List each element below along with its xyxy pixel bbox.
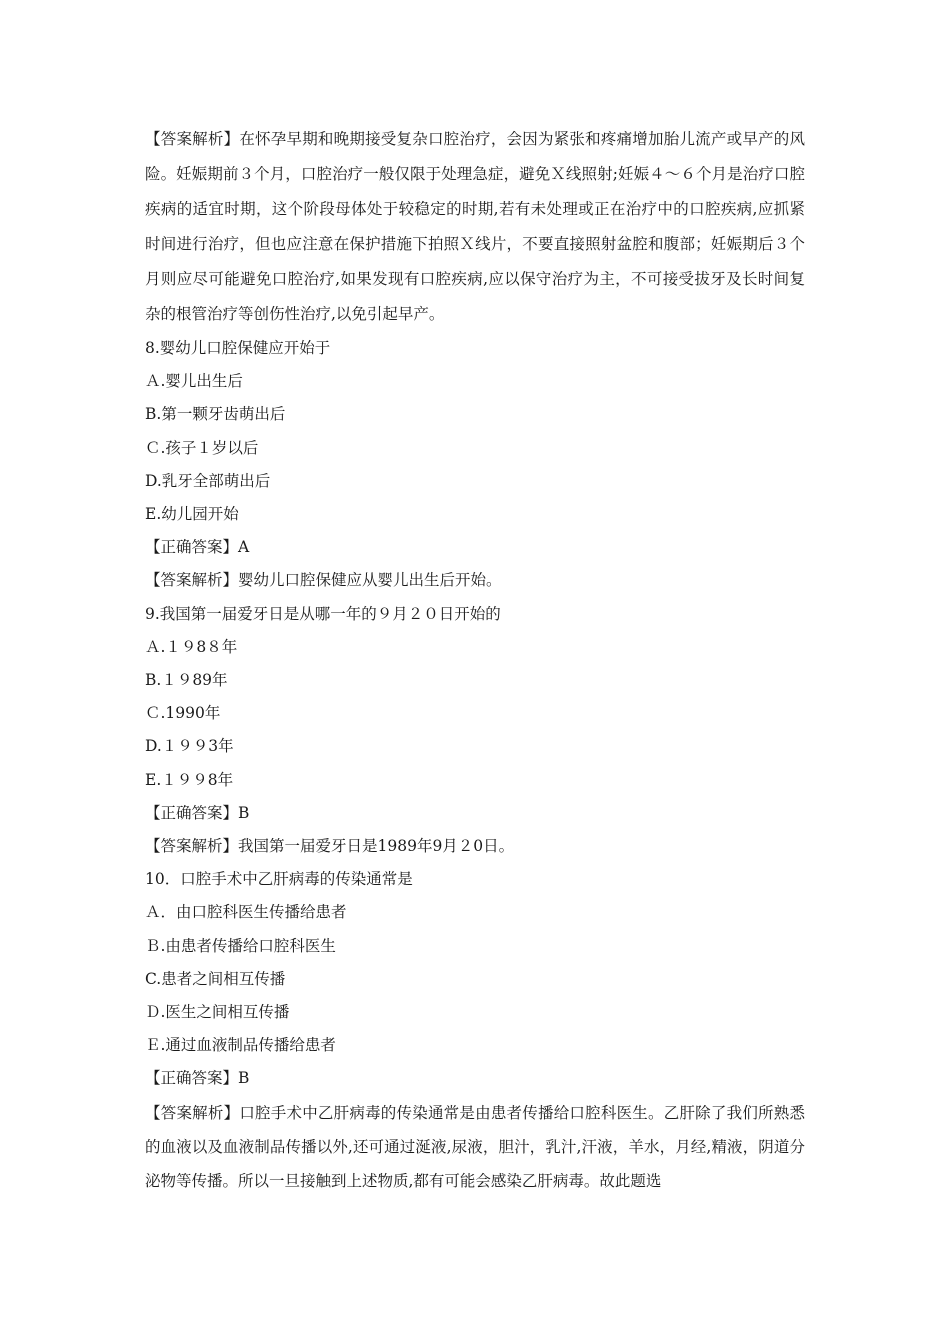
option-e: E.１９９8年 [145, 770, 234, 789]
question-10 [145, 863, 805, 1197]
option-b: B.１９89年 [145, 671, 228, 690]
option-b: B.第一颗牙齿萌出后 [145, 405, 286, 424]
option-e: Ｅ.通过血液制品传播给患者 [145, 1036, 336, 1055]
question-9 [145, 598, 805, 864]
correct-answer: 【正确答案】B [145, 803, 250, 822]
option-c: Ｃ.1990年 [145, 704, 221, 723]
option-c: C.患者之间相互传播 [145, 969, 286, 988]
option-a: Ａ.１９8８年 [145, 637, 238, 656]
correct-answer: 【正确答案】B [145, 1069, 250, 1088]
option-b: Ｂ.由患者传播给口腔科医生 [145, 936, 336, 955]
option-a: Ａ.婴儿出生后 [145, 372, 243, 391]
document-page [145, 122, 805, 1198]
correct-answer: 【正确答案】A [145, 538, 250, 557]
option-e: E.幼儿园开始 [145, 505, 239, 524]
question-stem: 10．口腔手术中乙肝病毒的传染通常是 [145, 870, 413, 889]
option-d: D.１９９3年 [145, 737, 234, 756]
question-8 [145, 332, 805, 598]
option-d: Ｄ.医生之间相互传播 [145, 1003, 290, 1022]
answer-explanation: 【答案解析】婴幼儿口腔保健应从婴儿出生后开始。 [145, 571, 502, 590]
explanation-q7: 【答案解析】在怀孕早期和晚期接受复杂口腔治疗，会因为紧张和疼痛增加胎儿流产或早产的风险。妊娠期前３个月，口腔治疗一般仅限于处理急症，避免Ｘ线照射;妊娠４～６个月是治疗口腔疾病的适宜时期，这个阶段母体处于较稳定的时期,若有未处理或正在治疗中的口腔疾病,应抓紧时间进行治疗，但也应注意在保护措施下拍照Ｘ线片，不要直接照射盆腔和腹部；妊娠期后３个月则应尽可能避免口腔治疗,如果发现有口腔疾病,应以保守治疗为主，不可接受拔牙及长时间复杂的根管治疗等创伤性治疗,以免引起早产。 [145, 130, 805, 323]
answer-explanation: 【答案解析】口腔手术中乙肝病毒的传染通常是由患者传播给口腔科医生。乙肝除了我们所熟悉的血液以及血液制品传播以外,还可通过涎液,尿液，胆汁，乳汁,汗液，羊水，月经,精液，阴道分泌物等传播。所以一旦接触到上述物质,都有可能会感染乙肝病毒。故此题选 [145, 1103, 805, 1190]
question-stem: 8.婴幼儿口腔保健应开始于 [145, 339, 331, 357]
option-a: Ａ．由口腔科医生传播给患者 [145, 903, 347, 922]
answer-explanation: 【答案解析】我国第一届爱牙日是1989年9月２0日。 [145, 837, 515, 856]
option-d: D.乳牙全部萌出后 [145, 471, 271, 490]
option-c: Ｃ.孩子１岁以后 [145, 438, 259, 457]
question-stem: 9.我国第一届爱牙日是从哪一年的９月２０日开始的 [145, 604, 501, 623]
